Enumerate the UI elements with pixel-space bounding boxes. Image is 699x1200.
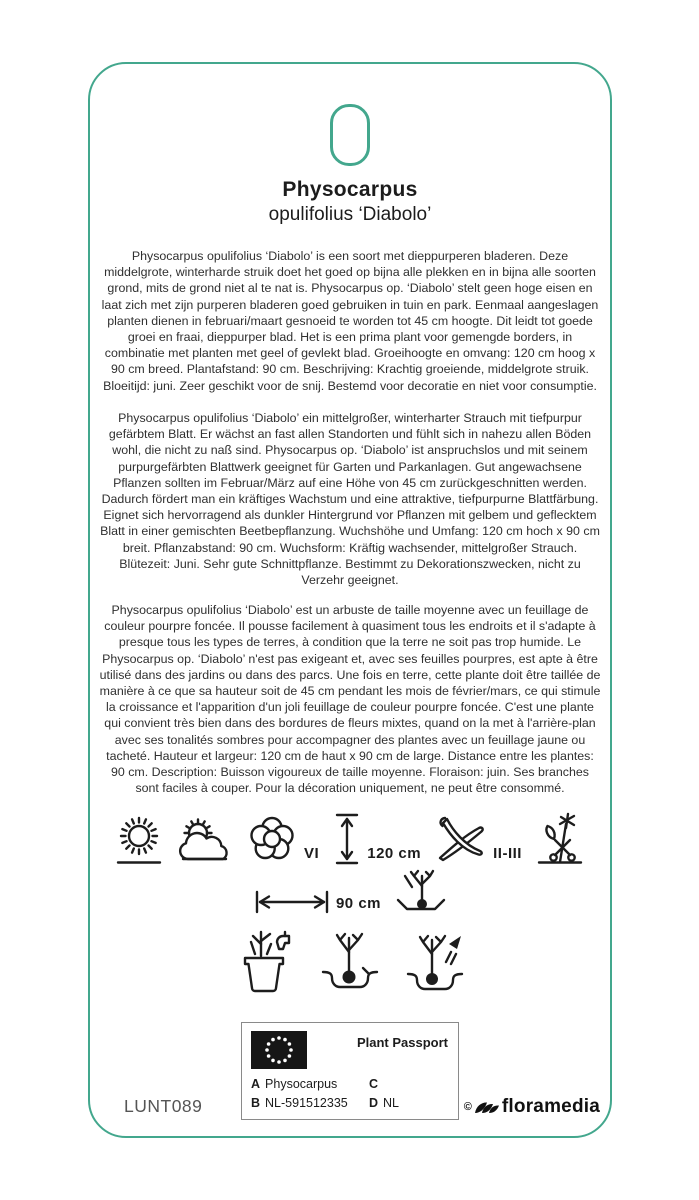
soak-pot-step-icon [233,928,295,996]
plant-genus-title: Physocarpus [282,178,418,201]
flowering-month-label: VI [304,845,320,862]
passport-a-value: Physocarpus [265,1077,338,1091]
label-code: LUNT089 [124,1096,203,1116]
partial-shade-icon [176,812,232,866]
flower-icon [245,812,299,866]
plant-species-subtitle: opulifolius ‘Diabolo’ [268,204,432,225]
description-dutch: Physocarpus opulifolius ‘Diabolo’ is een soort met dieppurperen bladeren. Deze middelgrote, winterharde struik doet het goed op bijna alle plekken en in bijna alle soorten grond, mits de grond niet al te nat is. Physocarpus op. ‘Diabolo’ stelt geen hoge eisen en laat zich met zijn purperen bladeren goed gebruiken in tuin en park. Eenmaal aangeslagen planten dienen in februari/maart gesnoeid te worden tot 45 cm hoogte. Dit leidt tot goede groei en fraai, dieppurper blad. Het is een prima plant voor gemengde borders, in combinatie met planten met geel of gevlekt blad. Groeihoogte en omvang: 120 cm hoog x 90 cm breed. Plantafstand: 90 cm. Beschrijving: Krachtig groeiende, middelgrote struik. Bloeitijd: juni. Zeer geschikt voor de snij. Bestemd voor decoratie en niet voor consumptie. [101,249,599,393]
brand-name: floramedia [501,1096,600,1117]
eu-flag-icon [251,1031,307,1069]
passport-row-1 [251,1077,452,1091]
plant-label-card [88,62,612,1138]
passport-a-letter: A [251,1077,261,1091]
title-block [90,178,610,226]
planting-steps-row [90,928,610,996]
floramedia-logo [464,1096,600,1118]
height-label: 120 cm [367,845,422,862]
spacing-arrow-icon [253,888,331,916]
height-arrow-icon [332,812,362,866]
pruning-shears-icon [434,812,488,866]
passport-d-value: NL [383,1096,400,1110]
passport-row-2 [251,1096,452,1110]
spacing-label: 90 cm [335,895,382,912]
pruning-months-label: II-III [493,845,522,862]
description-french: Physocarpus opulifolius ‘Diabolo’ est un arbuste de taille moyenne avec un feuillage de couleur pourpre foncée. Il pousse facilement à quasiment tous les endroits et il s'adapte à presque tous les types de terres, à condition que la terre ne soit pas trop humide. Le Physocarpus op. ‘Diabolo’ n'est pas exigeant et, avec ses feuilles pourpres, est apte à être utilisé dans des jardins ou dans des parcs. Une fois en terre, cette plante doit être taillée de manière à ce que sa hauteur soit de 45 cm pendant les mois de février/mars, ce qui stimule la croissance et l'apparition d'un joli feuillage de couleur pourpre foncée. C'est une plante qui convient très bien dans des bordures de fleurs mixtes, quand on la met à l'arrière-plan avec ses tonalités sombres pour accompagner des plantes avec un feuillage jaune ou tacheté. Hauteur et largeur: 120 cm de haut x 90 cm de large. Distance entre les plantes: 90 cm. Description: Buisson vigoureux de taille moyenne. Floraison: juin. Ses branches sont faciles à couper. Pour la décoration uniquement, ne peut être consommé. [99,603,601,796]
floramedia-leaves-icon [474,1098,500,1116]
copyright-symbol: © [463,1101,472,1113]
passport-c-letter: C [369,1077,379,1091]
planted-shrub-icon [395,864,447,916]
flowering-time-group [245,812,319,866]
spacing-group [253,888,381,916]
height-group [332,812,421,866]
care-icons-row-2 [90,864,610,916]
passport-b-value: NL-591512335 [265,1096,348,1110]
passport-d-letter: D [369,1096,379,1110]
pruning-group [434,812,522,866]
plant-passport-box [241,1022,459,1120]
place-rootball-step-icon [319,928,381,996]
cut-flower-icon [535,812,585,866]
full-sun-icon [115,812,163,866]
water-after-planting-step-icon [405,928,467,996]
care-icons-row-1 [90,812,610,866]
hang-hole [330,104,370,166]
passport-b-letter: B [251,1096,261,1110]
passport-title: Plant Passport [356,1035,448,1050]
description-german: Physocarpus opulifolius ‘Diabolo’ ein mittelgroßer, winterharter Strauch mit tiefpurpur gefärbtem Blatt. Er wächst an fast allen Standorten und fühlt sich in nahezu allen Böden wohl, die nicht zu naß sind. Physocarpus op. ‘Diabolo’ ist anspruchslos und mit seinem purpurgefärbten Blattwerk geeignet für Garten und Parkanlagen. Gut angewachsene Pflanzen sollten im Februar/März auf eine Höhe von 45 cm zurückgeschnitten werden. Dadurch fördert man ein kräftiges Wachstum und eine attraktive, tiefpurpurne Blattfärbung. Eignet sich hervorragend als dunkler Hintergrund vor Pflanzen mit gelbem und geflecktem Blatt in einer gemischten Beetbepflanzung. Wuchshöhe und Umfang: 120 cm hoch x 90 cm breit. Pflanzabstand: 90 cm. Wuchsform: Kräftig wachsender, mittelgroßer Strauch. Blütezeit: Juni. Sehr gute Schnittpflanze. Bestimmt zu Dekorationszwecken, nicht zu Verzehr geeignet. [100,411,600,588]
